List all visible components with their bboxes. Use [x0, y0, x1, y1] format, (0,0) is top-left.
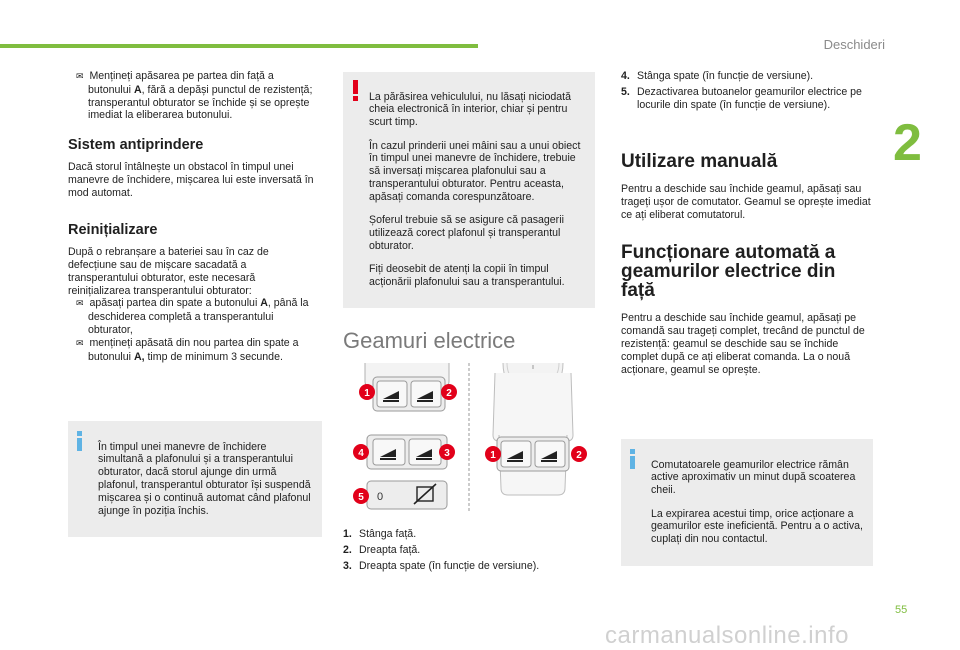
info-box-left: [68, 421, 322, 537]
info-text: În timpul unei manevre de închidere simultană a plafonului și a transperantului obturator, dacă storul ajunge din urmă plafonul, transperantul obturator își suspendă mișcarea și o continuă automat când plafonul ajunge în poziția închis.: [98, 440, 311, 517]
window-switches-figure: [343, 363, 595, 513]
section-title: Deschideri: [823, 37, 885, 52]
watermark: carmanualsonline.info: [605, 622, 849, 649]
switch-2: [411, 381, 441, 407]
page-number: 55: [895, 604, 908, 616]
reinit-bullet-2: ✉ mențineți apăsată din nou partea din spate a butonului A, timp de minimum 3 secunde.: [76, 336, 299, 363]
info-icon: [76, 431, 82, 451]
left-column: [68, 70, 318, 363]
bullet-icon: ✉: [76, 338, 84, 349]
info-box-right: [621, 439, 873, 566]
header-accent-bar: [0, 44, 478, 48]
warning-p1: La părăsirea vehiculului, nu lăsați niciodată cheia electronică în interior, chiar și pentru scurt timp.: [369, 90, 571, 129]
warning-p3: Șoferul trebuie să se asigure că pasagerii utilizează corect plafonul și transperantul obturator.: [369, 214, 564, 252]
lock-zero-label: 0: [377, 491, 384, 503]
badge-1-passenger-label: 1: [490, 450, 496, 461]
list-item: 3. Dreapta spate (în funcție de versiune).: [343, 559, 540, 572]
manual-title: Utilizare manuală: [621, 151, 778, 172]
chapter-number: 2: [893, 114, 922, 172]
badge-2-label: 2: [446, 388, 452, 399]
warning-box: [343, 72, 595, 308]
info-text-1: Comutatoarele geamurilor electrice rămân active aproximativ un minut după scoaterea cheii.: [651, 458, 856, 497]
list-item: 5. Dezactivarea butoanelor geamurilor electrice pe locurile din spate (în funcție de versiune).: [621, 85, 862, 111]
bullet-icon: ✉: [76, 299, 84, 310]
rear-console-panel: [367, 435, 447, 469]
child-lock-panel: [367, 481, 447, 509]
switch-1: [377, 381, 407, 407]
info-icon: [629, 449, 635, 469]
info-text-2: La expirarea acestui timp, orice acționare a geamurilor este ineficientă. Pentru a o activa, cuplați din nou contactul.: [651, 507, 863, 546]
badge-5-label: 5: [358, 492, 364, 503]
antipinch-title: Sistem antiprindere: [68, 137, 204, 154]
switch-1-passenger: [501, 441, 531, 467]
warning-icon: [353, 80, 358, 101]
window-list-middle: [343, 528, 593, 575]
reinit-text: După o rebranșare a bateriei sau în caz de defecțiune sau de mișcare sacadată a transperantului obturator, este necesară reinițializarea transperantului obturator:: [68, 246, 269, 297]
list-item: 1. Stânga față.: [343, 528, 417, 540]
window-list-right: [621, 70, 873, 114]
badge-3-label: 3: [444, 448, 450, 459]
switch-3: [409, 439, 441, 465]
passenger-door-panel: [493, 363, 573, 495]
auto-title: Funcționare automată a geamurilor electrice din față: [621, 242, 836, 302]
reinit-bullet-1: ✉ apăsați partea din spate a butonului A, până la deschiderea completă a transperantului obturator,: [76, 297, 309, 336]
bullet-intro: ✉ Mențineți apăsarea pe partea din față a butonului A, fără a depăși punctul de rezistență; transperantul obturator se închide și se oprește imediat la eliberarea butonului.: [76, 70, 313, 122]
badge-1-label: 1: [364, 388, 370, 399]
warning-p2: În cazul prinderii unei mâini sau a unui obiect în timpul unei manevre de închidere, trebuie să inversați mișcarea plafonului sau a transperantului obturator. Pentru aceasta, apăsați comanda corespunzătoare.: [369, 139, 581, 203]
list-item: 4. Stânga spate (în funcție de versiune).: [621, 70, 814, 82]
badge-2-passenger-label: 2: [576, 450, 582, 461]
right-column: [621, 152, 873, 376]
power-windows-title: Geamuri electrice: [343, 328, 516, 353]
bullet-icon: ✉: [76, 72, 84, 82]
antipinch-text: Dacă storul întâlnește un obstacol în timpul unei manevre de închidere, mișcarea lui este inversată în mod automat.: [68, 160, 314, 199]
switch-4: [373, 439, 405, 465]
badge-4-label: 4: [358, 448, 364, 459]
auto-text: Pentru a deschide sau închide geamul, apăsați pe comandă sau trageți complet, trecând de punctul de rezistență: geamul se deschide sau se închide complet după ce ați eliberat comanda. La o nouă acționare, geamul se oprește.: [621, 312, 865, 376]
warning-p4: Fiți deosebit de atenți la copii în timpul acționării plafonului sau a transperantului.: [369, 263, 565, 288]
list-item: 2. Dreapta față.: [343, 543, 421, 556]
manual-text: Pentru a deschide sau închide geamul, apăsați sau trageți ușor de comutator. Geamul se oprește imediat ce ați eliberat comutatorul.: [621, 183, 871, 221]
switch-2-passenger: [535, 441, 565, 467]
reinit-title: Reinițializare: [68, 222, 158, 239]
front-console-panel: [365, 363, 449, 411]
